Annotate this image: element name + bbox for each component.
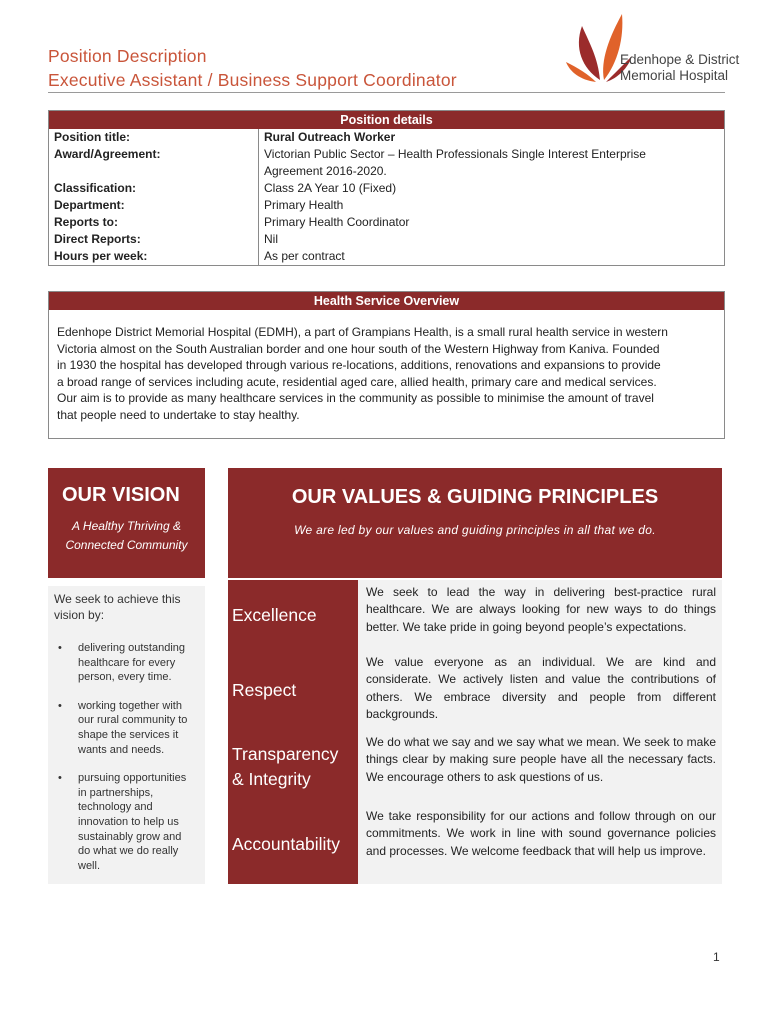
list-item [54,641,199,685]
list-item [54,699,199,757]
health-service-overview [48,291,725,439]
value-row-respect [228,650,722,730]
row-value: Primary Health [264,198,344,212]
position-details-table [48,110,725,266]
vision-intro [54,592,199,623]
bullet-line: do what we do really [78,845,179,858]
value-description: We seek to lead the way in delivering best-practice rural healthcare. We are always looking for new ways to do things better. We take pride in going beyond people’s expectations. [358,580,722,650]
value-row-excellence [228,580,722,650]
value-description: We do what we say and we say what we mean. We seek to make things clear by making sure people have all the necessary facts. We encourage others to ask questions of us. [358,730,722,804]
table-row [49,146,724,180]
document-title-line1: Position Description [48,46,207,66]
overview-line: Our aim is to provide as many healthcare services in the community as possible to minimise the amount of travel [57,391,654,406]
row-value: Rural Outreach Worker [264,130,396,144]
row-value: Class 2A Year 10 (Fixed) [264,181,397,195]
table-row [49,129,724,146]
row-label: Award/Agreement: [49,146,259,180]
overview-line: Victoria almost on the South Australian border and one hour south of the Western Highway from Kaniva. Founded [57,341,660,356]
header-divider [48,92,725,93]
overview-line: that people need to undertake to stay healthy. [57,407,300,422]
value-row-accountability [228,804,722,884]
row-label: Direct Reports: [49,231,259,248]
bullet-line: well. [78,859,101,872]
table-row [49,180,724,197]
table-row [49,214,724,231]
row-label: Hours per week: [49,248,259,265]
value-name: Excellence [228,580,358,650]
logo-text-line1: Edenhope & District [620,52,740,67]
vision-intro-line2: vision by: [54,607,105,622]
bullet-line: healthcare for every [78,656,176,669]
value-name-line2: & Integrity [232,769,311,789]
overview-text [49,310,724,424]
row-label: Position title: [49,129,259,146]
document-title-line2: Executive Assistant / Business Support Coordinator [48,70,457,90]
bullet-line: in partnerships, [78,786,154,799]
row-value [259,146,724,180]
value-name [228,730,358,804]
vision-intro-line1: We seek to achieve this [54,592,181,606]
row-value: Nil [264,232,278,246]
bullet-line: • pursuing opportunities [78,772,187,785]
vision-subtitle-line1: A Healthy Thriving & [72,519,181,533]
vision-list [54,641,199,873]
table-row [49,248,724,265]
vision-title: OUR VISION [62,484,180,506]
bullet-line: • delivering outstanding [78,642,186,654]
row-value-line1: Victorian Public Sector – Health Professionals Single Interest Enterprise [264,147,646,161]
value-name: Respect [228,650,358,730]
bullet-line: person, every time. [78,671,172,684]
values-title: OUR VALUES & GUIDING PRINCIPLES [291,486,659,508]
value-description: We value everyone as an individual. We are kind and considerate. We actively listen and value the contributions of others. We embrace diversity and people from different backgrounds. [358,650,722,730]
bullet-line: sustainably grow and [78,830,182,843]
table-row [49,231,724,248]
vision-header [48,468,205,578]
row-value: As per contract [264,249,345,263]
row-label: Classification: [49,180,259,197]
vision-subtitle [48,507,205,555]
bullet-line: shape the services it [78,728,179,741]
bullet-line: wants and needs. [78,743,165,756]
bullet-line: our rural community to [78,714,188,727]
page-number: 1 [713,950,720,964]
overview-heading: Health Service Overview [49,292,724,310]
values-header [228,468,722,578]
bullet-line: innovation to help us [78,815,179,828]
value-description: We take responsibility for our actions and follow through on our commitments. We work in line with sound governance policies and processes. We welcome feedback that will help us improve. [358,804,722,884]
vision-body [48,586,205,884]
value-name-line1: Transparency [232,744,339,764]
table-row [49,197,724,214]
logo-text-line2: Memorial Hospital [620,68,729,83]
bullet-line: technology and [78,801,153,814]
row-label: Department: [49,197,259,214]
value-row-transparency [228,730,722,804]
logo-text [620,52,739,84]
list-item [54,771,199,873]
overview-line: a broad range of services including acute, residential aged care, allied health, primary care and medical services. [57,374,657,389]
row-label: Reports to: [49,214,259,231]
document-title [48,44,457,92]
vision-subtitle-line2: Connected Community [65,538,188,552]
overview-line: Edenhope District Memorial Hospital (EDMH), a part of Grampians Health, is a small rural health service in western [57,325,668,339]
row-value-line2: Agreement 2016-2020. [264,164,387,178]
value-name: Accountability [228,804,358,884]
values-subtitle: We are led by our values and guiding principles in all that we do. [294,523,656,537]
row-value: Primary Health Coordinator [264,215,410,229]
bullet-line: • working together with [78,699,182,712]
position-details-heading: Position details [49,111,724,129]
overview-line: in 1930 the hospital has developed through various re-locations, additions, renovations and expansions to provide [57,358,661,373]
